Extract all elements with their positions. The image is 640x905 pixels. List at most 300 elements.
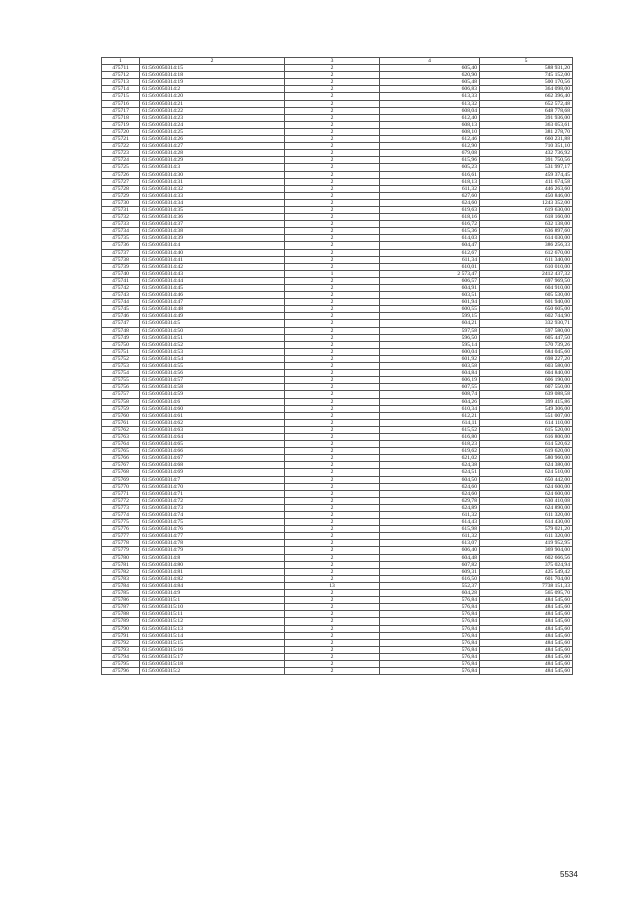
cadastral-number-cell: 61:56:0050314:15 — [140, 65, 285, 72]
table-row — [102, 568, 573, 575]
cadastral-number-cell: 61:56:0050314:29 — [140, 157, 285, 164]
value-cell: 411 674,58 — [480, 178, 573, 185]
type-cell: 2 — [285, 65, 380, 72]
row-number-cell: 475765 — [102, 448, 140, 455]
row-number-cell: 475786 — [102, 597, 140, 604]
type-cell: 2 — [285, 348, 380, 355]
cadastral-number-cell: 61:56:0050314:61 — [140, 412, 285, 419]
value-cell: 446 263,60 — [480, 185, 573, 192]
area-cell: 604,28 — [380, 590, 480, 597]
area-cell: 605,23 — [380, 164, 480, 171]
area-cell: 615,96 — [380, 157, 480, 164]
type-cell: 2 — [285, 86, 380, 93]
type-cell: 2 — [285, 114, 380, 121]
type-cell: 2 — [285, 462, 380, 469]
cadastral-number-cell: 61:56:0050314:52 — [140, 341, 285, 348]
cadastral-number-cell: 61:56:0050314:7 — [140, 476, 285, 483]
cadastral-number-cell: 61:56:0050314:55 — [140, 363, 285, 370]
type-cell: 2 — [285, 455, 380, 462]
cadastral-number-cell: 61:56:0050314:68 — [140, 462, 285, 469]
cadastral-number-cell: 61:56:0050314:18 — [140, 72, 285, 79]
area-cell: 607,55 — [380, 384, 480, 391]
row-number-cell: 475738 — [102, 256, 140, 263]
table-row — [102, 136, 573, 143]
value-cell: 597 580,00 — [480, 327, 573, 334]
row-number-cell: 475737 — [102, 249, 140, 256]
cadastral-number-cell: 61:56:0050315:10 — [140, 604, 285, 611]
row-number-cell: 475719 — [102, 121, 140, 128]
cadastral-number-cell: 61:56:0050314:5 — [140, 320, 285, 327]
header-col-1: 1 — [102, 58, 140, 65]
area-cell: 601,92 — [380, 355, 480, 362]
value-cell: 363 053,61 — [480, 121, 573, 128]
table-row — [102, 632, 573, 639]
row-number-cell: 475768 — [102, 469, 140, 476]
row-number-cell: 475728 — [102, 185, 140, 192]
type-cell: 2 — [285, 575, 380, 582]
row-number-cell: 475724 — [102, 157, 140, 164]
header-col-5: 5 — [480, 58, 573, 65]
table-row — [102, 490, 573, 497]
type-cell: 2 — [285, 497, 380, 504]
area-cell: 576,84 — [380, 632, 480, 639]
type-cell: 2 — [285, 157, 380, 164]
table-row — [102, 419, 573, 426]
type-cell: 2 — [285, 150, 380, 157]
type-cell: 2 — [285, 476, 380, 483]
type-cell: 2 — [285, 405, 380, 412]
area-cell: 612,46 — [380, 136, 480, 143]
cadastral-number-cell: 61:56:0050314:36 — [140, 214, 285, 221]
type-cell: 2 — [285, 79, 380, 86]
table-row — [102, 192, 573, 199]
table-row — [102, 270, 573, 277]
area-cell: 612,21 — [380, 412, 480, 419]
row-number-cell: 475732 — [102, 214, 140, 221]
value-cell: 7738 151,33 — [480, 582, 573, 589]
table-row — [102, 292, 573, 299]
value-cell: 604 840,00 — [480, 370, 573, 377]
type-cell: 2 — [285, 512, 380, 519]
value-cell: 632 138,00 — [480, 221, 573, 228]
row-number-cell: 475730 — [102, 199, 140, 206]
area-cell: 2 573,47 — [380, 270, 480, 277]
cadastral-number-cell: 61:56:0050314:28 — [140, 150, 285, 157]
area-cell: 576,84 — [380, 660, 480, 667]
type-cell: 2 — [285, 547, 380, 554]
value-cell: 650 605,00 — [480, 306, 573, 313]
row-number-cell: 475787 — [102, 604, 140, 611]
area-cell: 624,60 — [380, 490, 480, 497]
area-cell: 624,60 — [380, 199, 480, 206]
area-cell: 614,43 — [380, 519, 480, 526]
table-row — [102, 526, 573, 533]
area-cell: 624,38 — [380, 462, 480, 469]
type-cell: 2 — [285, 121, 380, 128]
table-row — [102, 497, 573, 504]
area-cell: 603,58 — [380, 363, 480, 370]
table-row — [102, 121, 573, 128]
cadastral-number-cell: 61:56:0050314:27 — [140, 143, 285, 150]
area-cell: 613,33 — [380, 93, 480, 100]
row-number-cell: 475790 — [102, 625, 140, 632]
type-cell: 2 — [285, 249, 380, 256]
value-cell: 588 931,20 — [480, 65, 573, 72]
table-row — [102, 242, 573, 249]
type-cell: 2 — [285, 653, 380, 660]
row-number-cell: 475722 — [102, 143, 140, 150]
value-cell: 484 545,60 — [480, 597, 573, 604]
value-cell: 648 778,68 — [480, 107, 573, 114]
type-cell: 2 — [285, 256, 380, 263]
value-cell: 611 320,00 — [480, 512, 573, 519]
table-row — [102, 157, 573, 164]
table-row — [102, 93, 573, 100]
cadastral-number-cell: 61:56:0050315:16 — [140, 646, 285, 653]
area-cell: 576,84 — [380, 618, 480, 625]
row-number-cell: 475727 — [102, 178, 140, 185]
row-number-cell: 475771 — [102, 490, 140, 497]
row-number-cell: 475754 — [102, 370, 140, 377]
value-cell: 484 545,60 — [480, 618, 573, 625]
type-cell: 2 — [285, 214, 380, 221]
area-cell: 607,82 — [380, 561, 480, 568]
area-cell: 604,21 — [380, 320, 480, 327]
type-cell: 2 — [285, 143, 380, 150]
area-cell: 603,51 — [380, 292, 480, 299]
row-number-cell: 475750 — [102, 341, 140, 348]
area-cell: 621,02 — [380, 455, 480, 462]
row-number-cell: 475734 — [102, 228, 140, 235]
type-cell: 2 — [285, 370, 380, 377]
table-row — [102, 214, 573, 221]
type-cell: 2 — [285, 299, 380, 306]
value-cell: 616 800,00 — [480, 433, 573, 440]
register-table — [101, 57, 573, 675]
table-row — [102, 206, 573, 213]
area-cell: 620,90 — [380, 72, 480, 79]
value-cell: 611 340,00 — [480, 256, 573, 263]
type-cell: 2 — [285, 277, 380, 284]
row-number-cell: 475775 — [102, 519, 140, 526]
table-row — [102, 590, 573, 597]
table-row — [102, 384, 573, 391]
row-number-cell: 475713 — [102, 79, 140, 86]
value-cell: 484 545,60 — [480, 660, 573, 667]
cadastral-number-cell: 61:56:0050314:79 — [140, 547, 285, 554]
area-cell: 576,84 — [380, 639, 480, 646]
area-cell: 576,84 — [380, 625, 480, 632]
area-cell: 612,90 — [380, 143, 480, 150]
value-cell: 580 960,00 — [480, 455, 573, 462]
type-cell: 2 — [285, 412, 380, 419]
value-cell: 1243 352,00 — [480, 199, 573, 206]
cadastral-number-cell: 61:56:0050314:70 — [140, 483, 285, 490]
table-row — [102, 355, 573, 362]
row-number-cell: 475726 — [102, 171, 140, 178]
value-cell: 419 952,95 — [480, 540, 573, 547]
value-cell: 650 442,00 — [480, 476, 573, 483]
row-number-cell: 475744 — [102, 299, 140, 306]
area-cell: 604,48 — [380, 554, 480, 561]
type-cell: 2 — [285, 100, 380, 107]
area-cell: 679,08 — [380, 150, 480, 157]
type-cell: 2 — [285, 72, 380, 79]
value-cell: 500 170,56 — [480, 79, 573, 86]
type-cell: 2 — [285, 107, 380, 114]
row-number-cell: 475714 — [102, 86, 140, 93]
table-row — [102, 398, 573, 405]
row-number-cell: 475718 — [102, 114, 140, 121]
cadastral-number-cell: 61:56:0050314:60 — [140, 405, 285, 412]
table-row — [102, 100, 573, 107]
row-number-cell: 475747 — [102, 320, 140, 327]
type-cell: 2 — [285, 292, 380, 299]
header-col-4: 4 — [380, 58, 480, 65]
cadastral-number-cell: 61:56:0050314:26 — [140, 136, 285, 143]
value-cell: 602 666,56 — [480, 554, 573, 561]
row-number-cell: 475770 — [102, 483, 140, 490]
value-cell: 605 447,50 — [480, 334, 573, 341]
row-number-cell: 475773 — [102, 504, 140, 511]
area-cell: 604,91 — [380, 285, 480, 292]
area-cell: 614,11 — [380, 419, 480, 426]
cadastral-number-cell: 61:56:0050314:66 — [140, 448, 285, 455]
cadastral-number-cell: 61:56:0050315:11 — [140, 611, 285, 618]
cadastral-number-cell: 61:56:0050314:56 — [140, 370, 285, 377]
table-row — [102, 185, 573, 192]
table-row — [102, 582, 573, 589]
value-cell: 624 600,00 — [480, 490, 573, 497]
type-cell: 2 — [285, 504, 380, 511]
row-number-cell: 475736 — [102, 242, 140, 249]
row-number-cell: 475784 — [102, 582, 140, 589]
type-cell: 2 — [285, 136, 380, 143]
type-cell: 2 — [285, 306, 380, 313]
table-row — [102, 547, 573, 554]
row-number-cell: 475745 — [102, 306, 140, 313]
value-cell: 391 750,56 — [480, 157, 573, 164]
type-cell: 2 — [285, 192, 380, 199]
table-row — [102, 504, 573, 511]
table-row — [102, 433, 573, 440]
value-cell: 697 969,50 — [480, 277, 573, 284]
value-cell: 612 670,00 — [480, 249, 573, 256]
cadastral-number-cell: 61:56:0050314:3 — [140, 164, 285, 171]
table-row — [102, 299, 573, 306]
area-cell: 552,37 — [380, 582, 480, 589]
cadastral-number-cell: 61:56:0050314:53 — [140, 348, 285, 355]
value-cell: 662 396,40 — [480, 93, 573, 100]
area-cell: 608,04 — [380, 107, 480, 114]
area-cell: 624,51 — [380, 469, 480, 476]
value-cell: 484 545,60 — [480, 646, 573, 653]
type-cell: 2 — [285, 660, 380, 667]
type-cell: 2 — [285, 355, 380, 362]
value-cell: 710 351,10 — [480, 143, 573, 150]
area-cell: 606,57 — [380, 277, 480, 284]
value-cell: 624 380,00 — [480, 462, 573, 469]
type-cell: 2 — [285, 93, 380, 100]
table-header-row — [102, 58, 573, 65]
type-cell: 2 — [285, 618, 380, 625]
row-number-cell: 475789 — [102, 618, 140, 625]
cadastral-number-cell: 61:56:0050314:39 — [140, 235, 285, 242]
cadastral-number-cell: 61:56:0050314:20 — [140, 93, 285, 100]
row-number-cell: 475762 — [102, 426, 140, 433]
area-cell: 611,34 — [380, 256, 480, 263]
type-cell: 1 — [285, 270, 380, 277]
area-cell: 608,74 — [380, 391, 480, 398]
cadastral-number-cell: 61:56:0050314:23 — [140, 114, 285, 121]
table-row — [102, 263, 573, 270]
cadastral-number-cell: 61:56:0050315:17 — [140, 653, 285, 660]
row-number-cell: 475776 — [102, 526, 140, 533]
type-cell: 2 — [285, 398, 380, 405]
cadastral-number-cell: 61:56:0050314:62 — [140, 419, 285, 426]
cadastral-number-cell: 61:56:0050314:78 — [140, 540, 285, 547]
type-cell: 2 — [285, 185, 380, 192]
register-sheet — [101, 57, 572, 675]
cadastral-number-cell: 61:56:0050314:9 — [140, 590, 285, 597]
cadastral-number-cell: 61:56:0050314:43 — [140, 270, 285, 277]
row-number-cell: 475778 — [102, 540, 140, 547]
area-cell: 604,47 — [380, 242, 480, 249]
value-cell: 391 936,00 — [480, 114, 573, 121]
row-number-cell: 475752 — [102, 355, 140, 362]
cadastral-number-cell: 61:56:0050314:81 — [140, 568, 285, 575]
row-number-cell: 475749 — [102, 334, 140, 341]
type-cell: 2 — [285, 221, 380, 228]
table-row — [102, 639, 573, 646]
value-cell: 332 930,71 — [480, 320, 573, 327]
table-row — [102, 476, 573, 483]
row-number-cell: 475774 — [102, 512, 140, 519]
value-cell: 745 152,00 — [480, 72, 573, 79]
cadastral-number-cell: 61:56:0050315:2 — [140, 668, 285, 675]
table-row — [102, 483, 573, 490]
type-cell: 2 — [285, 313, 380, 320]
cadastral-number-cell: 61:56:0050314:32 — [140, 185, 285, 192]
cadastral-number-cell: 61:56:0050314:44 — [140, 277, 285, 284]
type-cell: 2 — [285, 363, 380, 370]
table-row — [102, 625, 573, 632]
table-row — [102, 660, 573, 667]
type-cell: 2 — [285, 199, 380, 206]
row-number-cell: 475729 — [102, 192, 140, 199]
area-cell: 610,34 — [380, 405, 480, 412]
table-row — [102, 277, 573, 284]
cadastral-number-cell: 61:56:0050314:51 — [140, 334, 285, 341]
value-cell: 618 160,00 — [480, 214, 573, 221]
value-cell: 459 374,45 — [480, 171, 573, 178]
cadastral-number-cell: 61:56:0050314:19 — [140, 79, 285, 86]
area-cell: 604,26 — [380, 398, 480, 405]
row-number-cell: 475759 — [102, 405, 140, 412]
value-cell: 570 739,26 — [480, 341, 573, 348]
type-cell: 2 — [285, 604, 380, 611]
row-number-cell: 475741 — [102, 277, 140, 284]
table-row — [102, 306, 573, 313]
row-number-cell: 475785 — [102, 590, 140, 597]
cadastral-number-cell: 61:56:0050314:80 — [140, 561, 285, 568]
row-number-cell: 475792 — [102, 639, 140, 646]
area-cell: 613,32 — [380, 100, 480, 107]
table-row — [102, 554, 573, 561]
value-cell: 484 545,60 — [480, 625, 573, 632]
type-cell: 13 — [285, 582, 380, 589]
row-number-cell: 475791 — [102, 632, 140, 639]
area-cell: 608,13 — [380, 121, 480, 128]
value-cell: 639 088,58 — [480, 391, 573, 398]
table-row — [102, 611, 573, 618]
area-cell: 616,80 — [380, 433, 480, 440]
type-cell: 2 — [285, 228, 380, 235]
cadastral-number-cell: 61:56:0050314:71 — [140, 490, 285, 497]
area-cell: 611,32 — [380, 512, 480, 519]
area-cell: 576,84 — [380, 646, 480, 653]
table-row — [102, 178, 573, 185]
row-number-cell: 475755 — [102, 377, 140, 384]
type-cell: 2 — [285, 526, 380, 533]
value-cell: 369 904,00 — [480, 547, 573, 554]
value-cell: 614 030,00 — [480, 235, 573, 242]
row-number-cell: 475764 — [102, 441, 140, 448]
cadastral-number-cell: 61:56:0050315:14 — [140, 632, 285, 639]
value-cell: 615 520,00 — [480, 426, 573, 433]
row-number-cell: 475796 — [102, 668, 140, 675]
area-cell: 615,52 — [380, 426, 480, 433]
type-cell: 2 — [285, 533, 380, 540]
type-cell: 2 — [285, 384, 380, 391]
area-cell: 604,50 — [380, 476, 480, 483]
row-number-cell: 475772 — [102, 497, 140, 504]
row-number-cell: 475793 — [102, 646, 140, 653]
row-number-cell: 475743 — [102, 292, 140, 299]
type-cell: 2 — [285, 561, 380, 568]
value-cell: 602 744,90 — [480, 313, 573, 320]
area-cell: 629,78 — [380, 497, 480, 504]
area-cell: 605,48 — [380, 79, 480, 86]
value-cell: 624 890,00 — [480, 504, 573, 511]
table-row — [102, 341, 573, 348]
type-cell: 2 — [285, 668, 380, 675]
area-cell: 613,07 — [380, 540, 480, 547]
cadastral-number-cell: 61:56:0050315:1 — [140, 597, 285, 604]
area-cell: 618,23 — [380, 441, 480, 448]
table-row — [102, 199, 573, 206]
row-number-cell: 475753 — [102, 363, 140, 370]
value-cell: 619 630,00 — [480, 206, 573, 213]
table-row — [102, 462, 573, 469]
table-row — [102, 540, 573, 547]
value-cell: 399 415,86 — [480, 398, 573, 405]
value-cell: 375 024,94 — [480, 561, 573, 568]
type-cell: 2 — [285, 540, 380, 547]
row-number-cell: 475777 — [102, 533, 140, 540]
area-cell: 611,32 — [380, 185, 480, 192]
type-cell: 2 — [285, 320, 380, 327]
type-cell: 2 — [285, 483, 380, 490]
row-number-cell: 475717 — [102, 107, 140, 114]
table-row — [102, 221, 573, 228]
cadastral-number-cell: 61:56:0050314:49 — [140, 313, 285, 320]
value-cell: 606 190,00 — [480, 377, 573, 384]
type-cell: 2 — [285, 178, 380, 185]
type-cell: 2 — [285, 426, 380, 433]
cadastral-number-cell: 61:56:0050314:75 — [140, 519, 285, 526]
cadastral-number-cell: 61:56:0050314:37 — [140, 221, 285, 228]
